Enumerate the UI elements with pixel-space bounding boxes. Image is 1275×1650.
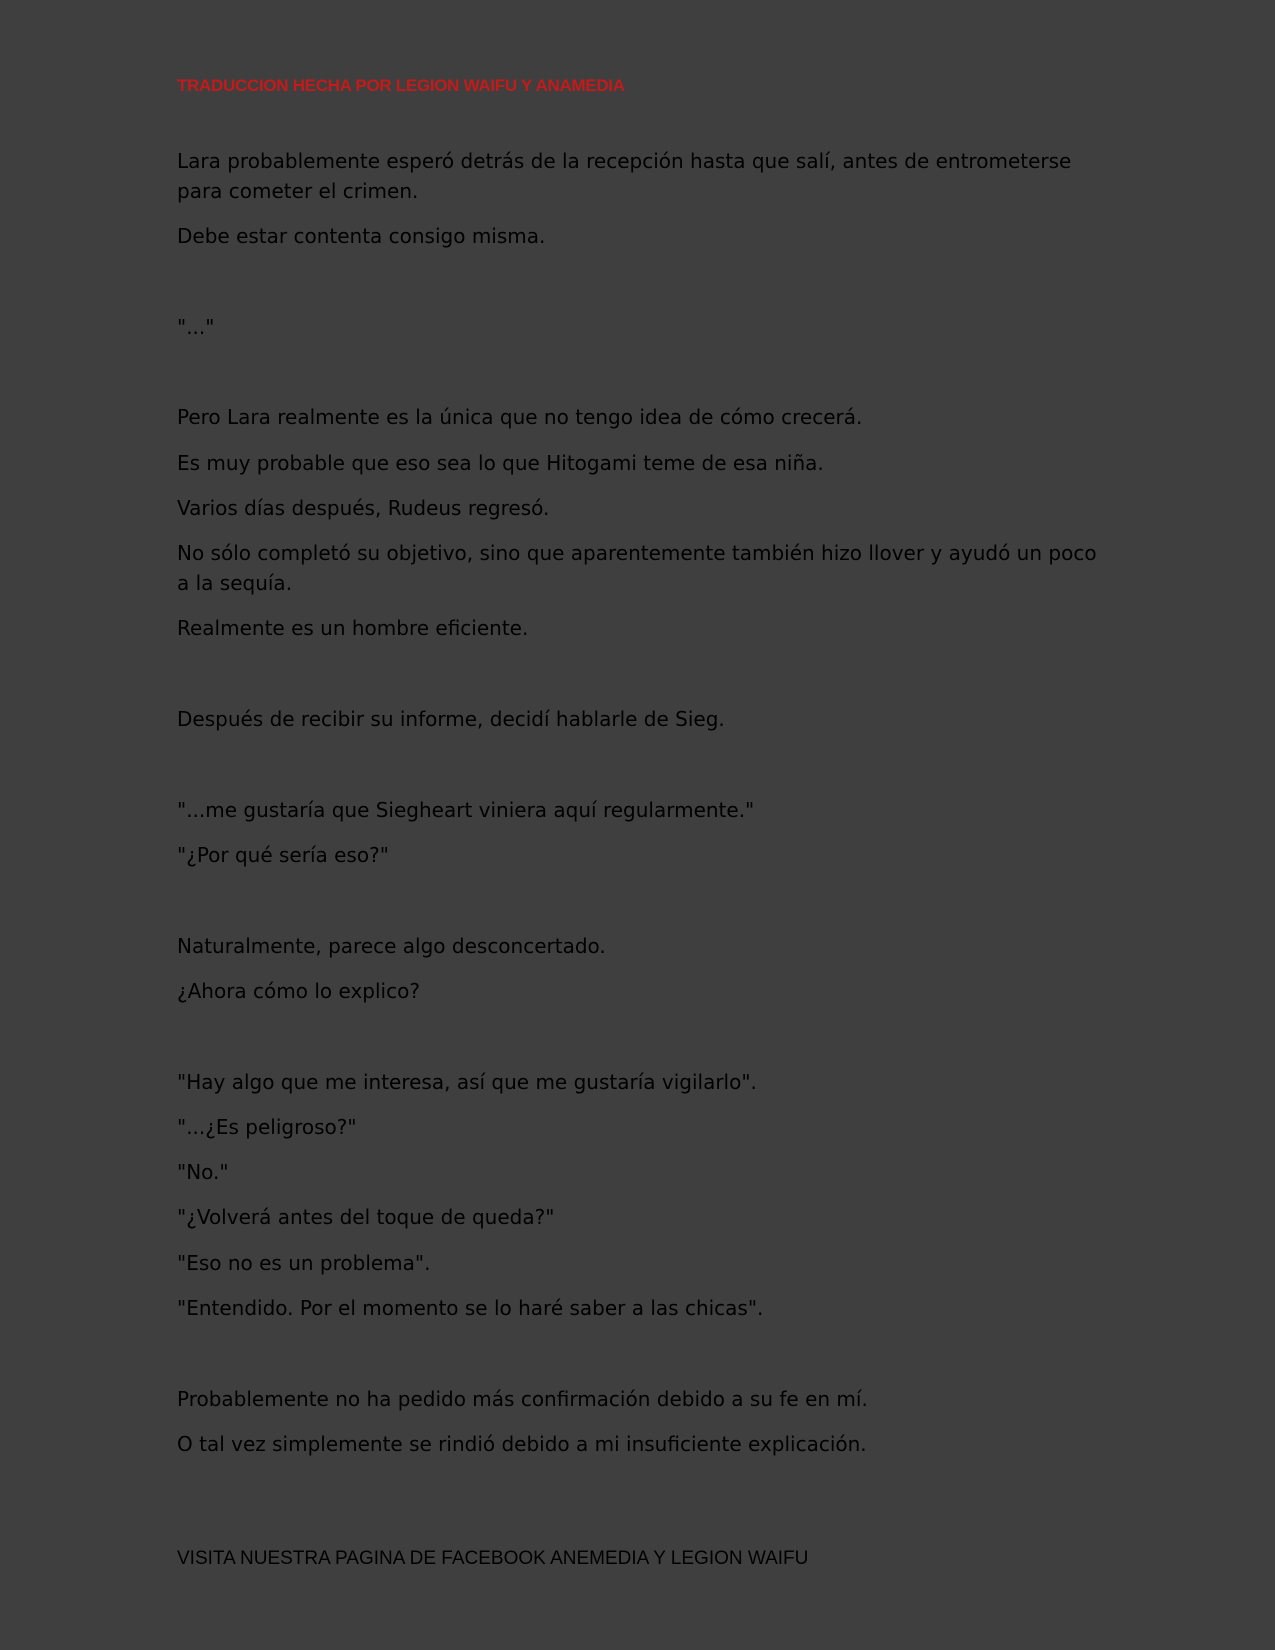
facebook-promo-footer: VISITA NUESTRA PAGINA DE FACEBOOK ANEMEDIA Y LEGION WAIFU xyxy=(177,1548,809,1569)
paragraph: "No." xyxy=(177,1160,229,1184)
paragraph: "Entendido. Por el momento se lo haré saber a las chicas". xyxy=(177,1296,764,1320)
paragraph: Varios días después, Rudeus regresó. xyxy=(177,496,550,520)
paragraph: Debe estar contenta consigo misma. xyxy=(177,224,546,248)
paragraph: Es muy probable que eso sea lo que Hitogami teme de esa niña. xyxy=(177,451,824,475)
paragraph: "Hay algo que me interesa, así que me gustaría vigilarlo". xyxy=(177,1070,757,1094)
paragraph: "...¿Es peligroso?" xyxy=(177,1115,357,1139)
paragraph: "...me gustaría que Siegheart viniera aquí regularmente." xyxy=(177,798,755,822)
paragraph: ¿Ahora cómo lo explico? xyxy=(177,979,420,1003)
translation-credit-header: TRADUCCION HECHA POR LEGION WAIFU Y ANAMEDIA xyxy=(177,76,625,95)
paragraph: "Eso no es un problema". xyxy=(177,1251,431,1275)
paragraph: Naturalmente, parece algo desconcertado. xyxy=(177,934,606,958)
paragraph: "¿Por qué sería eso?" xyxy=(177,843,389,867)
paragraph: Realmente es un hombre eficiente. xyxy=(177,616,529,640)
paragraph: Pero Lara realmente es la única que no tengo idea de cómo crecerá. xyxy=(177,405,863,429)
document-page xyxy=(177,0,1107,1650)
paragraph: Probablemente no ha pedido más confirmación debido a su fe en mí. xyxy=(177,1387,868,1411)
paragraph: O tal vez simplemente se rindió debido a mi insuficiente explicación. xyxy=(177,1432,867,1456)
paragraph: "..." xyxy=(177,315,215,339)
paragraph: Después de recibir su informe, decidí hablarle de Sieg. xyxy=(177,707,725,731)
paragraph: "¿Volverá antes del toque de queda?" xyxy=(177,1205,555,1229)
paragraph: Lara probablemente esperó detrás de la recepción hasta que salí, antes de entrometerse para cometer el crimen. xyxy=(177,149,1078,203)
paragraph: No sólo completó su objetivo, sino que aparentemente también hizo llover y ayudó un poco a la sequía. xyxy=(177,541,1103,595)
